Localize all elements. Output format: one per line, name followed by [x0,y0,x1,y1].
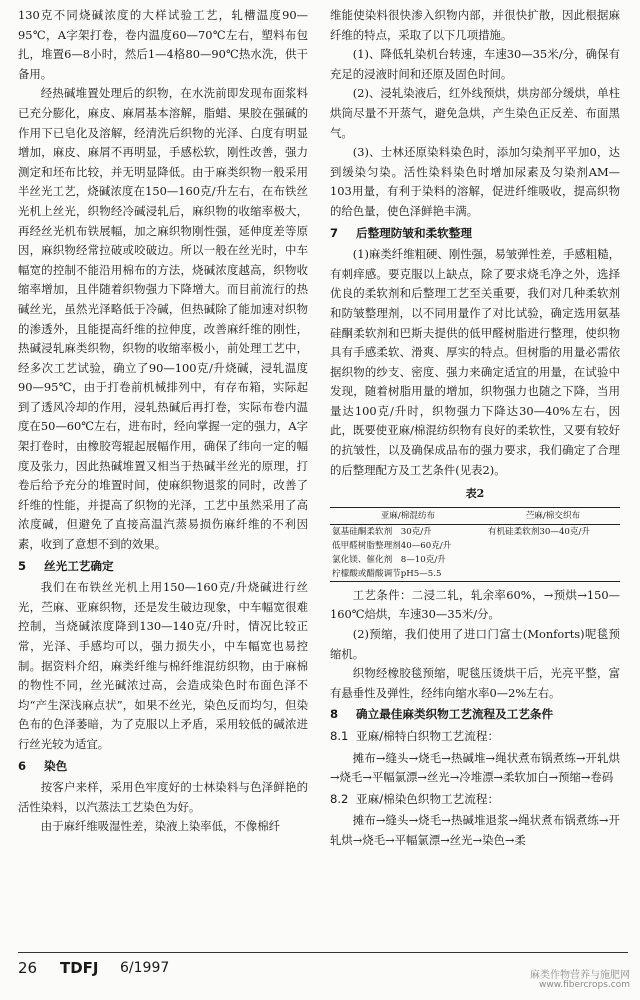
process-flow: 摊布→缝头→烧毛→热碱堆退浆→绳状煮布锅煮练→开轧烘→烧毛→平幅氯漂→丝光→染色→柔 [330,813,620,847]
subsection-heading-8-1 [330,727,620,747]
section-title: 染色 [44,758,68,773]
paragraph: (2)、浸轧染液后，红外线预烘，烘房部分缓烘，单柱烘筒尽量不开蒸气，避免急烘，产生染色正反差、布面黑气。 [330,86,620,140]
paragraph: (2)预缩，我们使用了进口门富士(Monforts)呢毯预缩机。 [330,627,620,661]
section-heading-7 [330,224,620,244]
finishing-recipe-table [330,507,620,582]
subsection-number: 8.2 [330,791,349,806]
table-cell [486,553,620,567]
table-header: 亚麻/棉混纺布 [330,507,486,524]
section-title: 后整理防皱和柔软整理 [356,225,472,240]
section-number: 7 [330,225,339,240]
watermark-url: www.fibercrops.com [539,980,630,990]
table-header: 苎麻/棉交织布 [486,507,620,524]
paragraph: 经热碱堆置处理后的织物，在水洗前即发现布面浆料已充分膨化，麻皮、麻屑基本溶解，脂蜡、果胶在强碱的作用下已皂化及溶解，经清洗后织物的光泽、白度有明显增加，麻皮、麻屑不再明显，手感松软，刚性改善，强力测定和坯布比较，并无明显降低。由于麻类织物一般采用半丝光工艺，烧碱浓度在150—160克/升左右，在布铁丝光机上丝光，织物经冷碱浸轧后，麻织物的收缩率极大，再经丝光机布铁展幅，加之麻织物刚性强，延伸度差等原因，麻织物经常拉破或咬破边。所以一般在丝光时，中车幅宽的控制不能沿用棉布的方法，烧碱浓度越高，织物收缩率增加，且伴随着织物强力下降增大。而目前流行的热碱丝光，虽然光泽略低于冷碱，但热碱除了能加速对织物的渗透外，且能提高纤维的拉伸度，改善麻纤维的刚性，热碱浸轧麻类织物，织物的收缩率极小，前处理工艺中，经多次工艺试验，确立了90—100克/升烧碱，浸轧温度90—95℃，由于打卷前机械排列中，有存布箱，实际起到了透风冷却的作用，浸轧热碱后再打卷，实际布卷内温度在50—60℃左右，进布时，经向掌握一定的强力，A字架打卷时，由橡胶弯辊起展幅作用，确保了纬向一定的幅度及张力，因此热碱堆置又相当于热碱半丝光的原理，打卷后给予充分的堆置时间，使麻织物退浆的同时，改善了纤维的性能，并提高了织物的光泽，工艺中虽然采用了高浓度碱，但避免了直接高温汽蒸易损伤麻纤维的不利因素，收到了意想不到的效果。 [18,86,308,552]
process-flow: 摊布→缝头→烧毛→热碱堆→绳状煮布锅煮练→开轧烘→烧毛→平幅氯漂→丝光→冷堆漂→柔软加白→预缩→卷码 [330,750,620,785]
section-heading-6 [18,757,308,777]
left-column [18,6,308,837]
section-heading-5 [18,557,308,577]
paragraph: 织物经橡胶毯预缩，呢毯压烫烘干后，光亮平整，富有悬垂性及弹性，经纬向缩水率0—2%左右。 [330,666,620,700]
paragraph: 130克不同烧碱浓度的大样试验工艺，轧槽温度90—95℃，A字架打卷，卷内温度60—70℃左右，塑料布包扎，堆置6—8小时，然后1—4格80—90℃热水洗，供干备用。 [18,8,308,81]
paragraph: (3)、士林还原染料染色时，添加匀染剂平平加0，达到缓染匀染。活性染料染色时增加尿素及匀染剂AM—103用量，有利于染料的溶解，促进纤维吸收，提高织物的给色量，使色泽鲜艳丰满。 [330,145,620,218]
table-cell [486,567,620,582]
table-cell: 有机硅柔软剂30—40克/升 [487,526,590,537]
section-title: 丝光工艺确定 [44,558,114,573]
table-cell: 柠檬酸或醋酸调节pH5—5.5 [332,568,442,579]
paragraph: 我们在布铁丝光机上用150—160克/升烧碱进行丝光，苎麻、亚麻织物，还是发生破边现象，中车幅宽很难控制，当烧碱浓度降到130—140克/升时，情况比较正常，光泽、手感均可以，强力损失小，中车幅宽也易控制。据资料介绍，麻类纤维与棉纤维混纺织物，由于麻棉的物性不同，丝光碱浓过高，会造成染色时布面色泽不均“产生深浅麻点状”，如果不丝光，染色反而均匀，但染色布的色泽萎暗，为了克服以上矛盾，采用较低的碱浓进行丝光较为适宜。 [18,580,308,751]
section-title: 确立最佳麻类织物工艺流程及工艺条件 [356,707,554,722]
subsection-title: 亚麻/棉特白织物工艺流程： [356,729,500,743]
table-cell: 低甲醛树脂整理剂40—60克/升 [332,540,452,551]
section-heading-8 [330,705,620,725]
article-page [18,6,628,946]
subsection-heading-8-2 [330,790,620,810]
page-number: 26 [18,959,38,977]
watermark-text: 麻类作物营养与施肥网 [530,970,630,981]
paragraph: (1)麻类纤维粗硬、刚性强，易皱弹性差，手感粗糙，有刺痒感。要克服以上缺点，除了要求烧毛净之外，选择优良的柔软剂和后整理工艺至关重要，我们对几种柔软剂和防皱整理剂，以不同用量作了对比试验，确定选用氨基硅酮柔软剂和巴斯夫提供的低甲醛树脂进行整理，使织物具有手感柔软、滑爽、厚实的特点。但树脂的用量必需依据织物的纱支、密度、强力来确定适宜的用量，在试验中发现，随着树脂用量的增加，织物强力也随之下降，当用量达100克/升时，织物强力下降达30—40%左右，因此，既要使亚麻/棉混纺织物有良好的柔软性，又要有较好的抗皱性，以及确保成品布的强力要求，我们确定了合理的后整理配方及工艺条件(见表2)。 [330,247,620,477]
table-cell [486,539,620,553]
paragraph: 按客户来样，采用色牢度好的士林染料与色泽鲜艳的活性染料，以汽蒸法工艺染色为好。 [18,780,308,814]
section-number: 5 [18,558,27,573]
section-number: 8 [330,707,339,722]
subsection-number: 8.1 [330,729,349,743]
table-caption: 表2 [465,487,485,501]
paragraph: 工艺条件：二浸二轧，轧余率60%，→预烘→150—160℃焙烘，车速30—35米/分。 [330,587,620,622]
table-cell: 氯化镁、催化剂 8—10克/升 [332,554,446,565]
journal-name: TDFJ [60,959,99,977]
paragraph: 维能使染料很快渗入织物内部，并很快扩散，因此根据麻纤维的特点，采取了以下几项措施。 [330,8,620,42]
section-number: 6 [18,758,27,773]
paragraph: 由于麻纤维吸湿性差，染液上染率低，不像棉纤 [40,819,281,834]
right-column [330,6,620,851]
paragraph: (1)、降低轧染机台转速，车速30—35米/分，确保有充足的浸液时间和还原及固色时间。 [330,47,620,81]
table-cell: 氨基硅酮柔软剂 30克/升 [332,526,432,537]
subsection-title: 亚麻/棉染色织物工艺流程： [356,791,500,806]
issue-number: 6/1997 [120,960,170,976]
